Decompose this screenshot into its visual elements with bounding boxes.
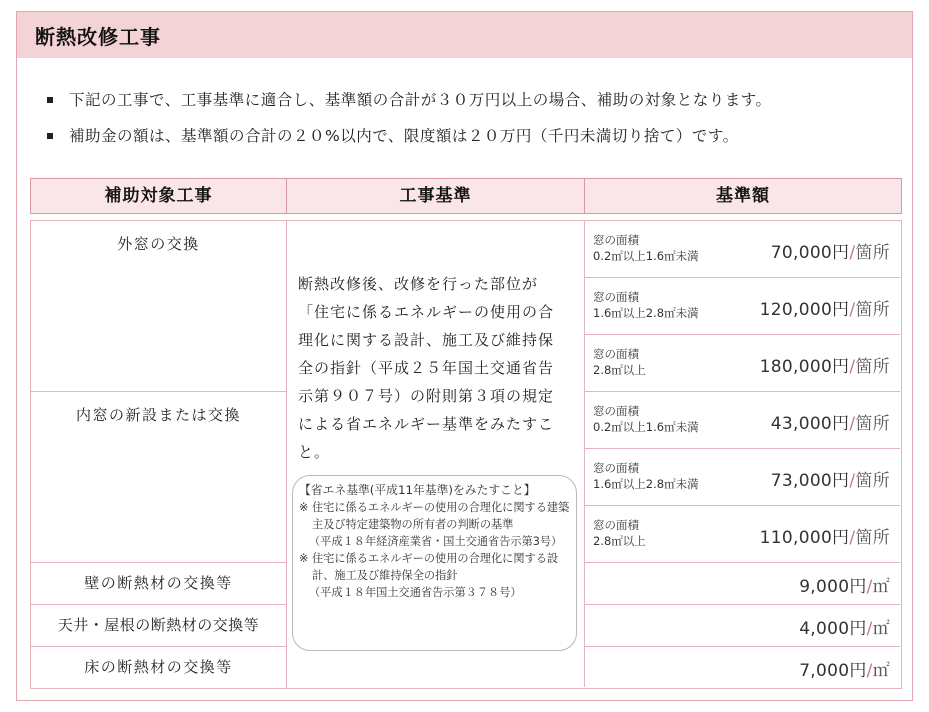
square-bullet-icon — [47, 133, 53, 139]
amount-value: 9,000円/㎡ — [799, 577, 890, 597]
work-standard-cell — [287, 221, 585, 687]
note-source: （平成１８年経済産業省・国土交通省告示第3号） — [309, 535, 563, 548]
note-source: （平成１８年国土交通省告示第３７８号） — [309, 586, 522, 599]
note-reference: ※ 住宅に係るエネルギーの使用の合理化に関する建築主及び特定建築物の所有者の判断の基準 — [299, 501, 570, 531]
note-reference: ※ 住宅に係るエネルギーの使用の合理化に関する設計、施工及び維持保全の指針 — [299, 552, 559, 582]
standard-note-box — [292, 475, 577, 651]
amount-value: 180,000円/箇所 — [759, 357, 890, 377]
section-title: 断熱改修工事 — [35, 25, 161, 49]
table-header — [30, 178, 902, 216]
condition-item: 補助金の額は、基準額の合計の２０%以内で、限度額は２０万円（千円未満切り捨て）です。 — [43, 126, 902, 146]
amount-value: 110,000円/箇所 — [759, 528, 890, 548]
table-body — [30, 220, 902, 689]
header-target-work: 補助対象工事 — [30, 178, 287, 214]
note-title: 【省エネ基準(平成11年基準)をみたすこと】 — [299, 483, 536, 497]
base-amount-column — [585, 221, 900, 687]
condition-item: 下記の工事で、工事基準に適合し、基準額の合計が３０万円以上の場合、補助の対象となります。 — [43, 90, 902, 110]
work-floor: 床の断熱材の交換等 — [31, 646, 287, 688]
amount-value: 43,000円/箇所 — [770, 414, 890, 434]
amount-row: 窓の面積 2.8㎡以上 180,000円/箇所 — [585, 334, 900, 391]
amount-value: 7,000円/㎡ — [799, 661, 890, 681]
amount-row — [585, 604, 900, 646]
work-inner-window: 内窓の新設または交換 — [31, 391, 287, 563]
amount-value: 4,000円/㎡ — [799, 619, 890, 639]
amount-row — [585, 562, 900, 604]
amount-row: 窓の面積 1.6㎡以上2.8㎡未満 120,000円/箇所 — [585, 277, 900, 334]
standard-text: 断熱改修後、改修を行った部位が「住宅に係るエネルギーの使用の合理化に関する設計、施工及び維持保全の指針（平成２５年国土交通省告示第９０７号）の附則第３項の規定による省エネルギー基準をみたすこと。 — [298, 275, 555, 461]
work-ceiling-roof: 天井・屋根の断熱材の交換等 — [31, 604, 287, 647]
square-bullet-icon — [47, 97, 53, 103]
work-wall: 壁の断熱材の交換等 — [31, 562, 287, 605]
conditions-list — [43, 90, 902, 162]
header-base-amount: 基準額 — [584, 178, 902, 214]
amount-row: 窓の面積 0.2㎡以上1.6㎡未満 43,000円/箇所 — [585, 391, 900, 448]
amount-row: 窓の面積 1.6㎡以上2.8㎡未満 73,000円/箇所 — [585, 448, 900, 505]
panel-header — [17, 12, 912, 58]
amount-value: 120,000円/箇所 — [759, 300, 890, 320]
insulation-renovation-panel — [16, 11, 913, 701]
amount-row — [585, 646, 900, 687]
amount-row: 窓の面積 2.8㎡以上 110,000円/箇所 — [585, 505, 900, 562]
amount-value: 73,000円/箇所 — [770, 471, 890, 491]
header-work-standard: 工事基準 — [286, 178, 585, 214]
amount-row: 窓の面積 0.2㎡以上1.6㎡未満 70,000円/箇所 — [593, 233, 890, 263]
amount-value: 70,000円/箇所 — [770, 243, 890, 263]
work-outer-window: 外窓の交換 — [31, 221, 287, 392]
